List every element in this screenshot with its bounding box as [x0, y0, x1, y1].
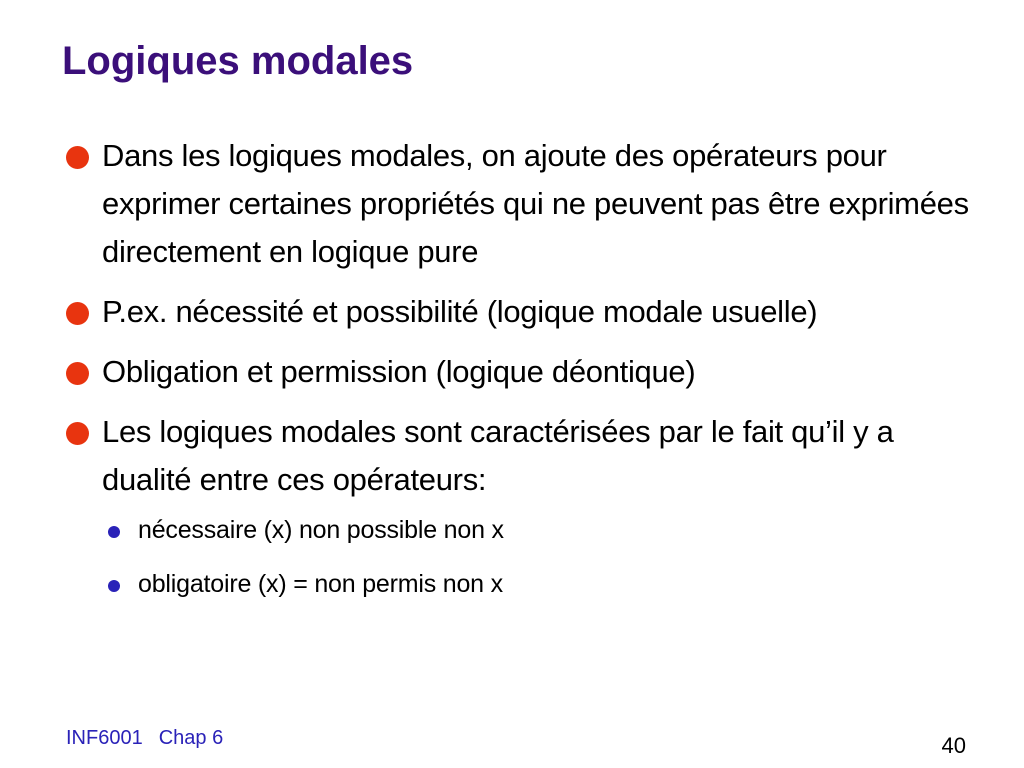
- bullet-dot-icon: [66, 146, 89, 169]
- bullet-item: [62, 132, 972, 276]
- bullet-text: Dans les logiques modales, on ajoute des opérateurs pour exprimer certaines propriétés qui ne peuvent pas être exprimées directement en logique pure: [102, 138, 969, 269]
- bullet-dot-icon: [66, 362, 89, 385]
- sub-bullet-dot-icon: [108, 526, 120, 538]
- footer-chapter: Chap 6: [158, 727, 224, 749]
- bullet-text: Obligation et permission (logique déontique): [102, 354, 696, 389]
- bullet-dot-icon: [66, 422, 89, 445]
- bullet-text: Les logiques modales sont caractérisées par le fait qu’il y a dualité entre ces opérateurs:: [102, 414, 894, 497]
- bullet-list: [62, 132, 972, 620]
- footer-course-info: [66, 725, 223, 751]
- bullet-dot-icon: [66, 302, 89, 325]
- bullet-item: [62, 288, 972, 336]
- sub-bullet-dot-icon: [108, 580, 120, 592]
- bullet-item: [62, 408, 972, 602]
- sub-bullet-text: nécessaire (x) non possible non x: [138, 516, 504, 544]
- slide-title: Logiques modales: [62, 39, 414, 83]
- page-number: 40: [941, 733, 966, 758]
- footer-course-code: INF6001: [66, 727, 143, 749]
- bullet-item: [62, 348, 972, 396]
- bullet-text: P.ex. nécessité et possibilité (logique modale usuelle): [102, 294, 818, 329]
- sub-bullet-list: [102, 512, 972, 602]
- sub-bullet-item: [102, 512, 972, 548]
- sub-bullet-text: obligatoire (x) = non permis non x: [138, 570, 503, 598]
- sub-bullet-item: [102, 566, 972, 602]
